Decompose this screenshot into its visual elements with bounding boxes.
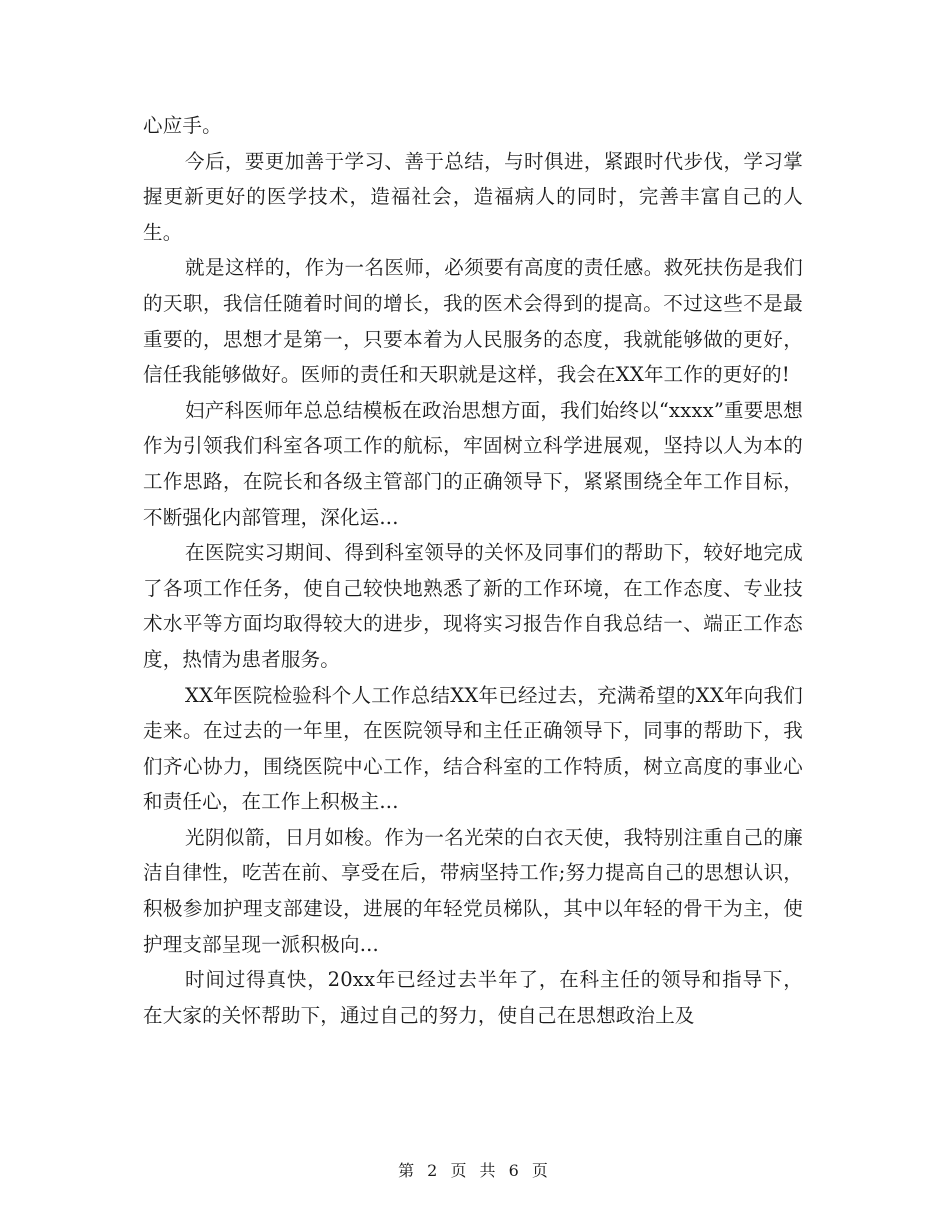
page-number-footer: 第 2 页 共 6 页	[398, 1161, 552, 1180]
paragraph: 今后，要更加善于学习、善于总结，与时俱进，紧跟时代步伐，学习掌握更新更好的医学技术，造福社会，造福病人的同时，完善丰富自己的人生。	[143, 149, 803, 244]
paragraph: XX年医院检验科个人工作总结XX年已经过去，充满希望的XX年向我们走来。在过去的一年里，在医院领导和主任正确领导下，同事的帮助下，我们齐心协力，围绕医院中心工作，结合科室的工作特质，树立高度的事业心和责任心，在工作上积极主...	[143, 683, 803, 814]
body-text	[143, 108, 803, 1033]
paragraph-continuation: 心应手。	[143, 114, 222, 137]
paragraph: 在医院实习期间、得到科室领导的关怀及同事们的帮助下，较好地完成了各项工作任务，使自己较快地熟悉了新的工作环境，在工作态度、专业技术水平等方面均取得较大的进步，现将实习报告作自我总结一、端正工作态度，热情为患者服务。	[143, 541, 803, 671]
paragraph: 时间过得真快，20xx年已经过去半年了，在科主任的领导和指导下，在大家的关怀帮助下，通过自己的努力，使自己在思想政治上及	[143, 968, 803, 1027]
paragraph: 就是这样的，作为一名医师，必须要有高度的责任感。救死扶伤是我们的天职，我信任随着时间的增长，我的医术会得到的提高。不过这些不是最重要的，思想才是第一，只要本着为人民服务的态度，我就能够做的更好，信任我能够做好。医师的责任和天职就是这样，我会在XX年工作的更好的!	[143, 256, 803, 387]
paragraph: 妇产科医师年总总结模板在政治思想方面，我们始终以“xxxx”重要思想作为引领我们科室各项工作的航标，牢固树立科学进展观，坚持以人为本的工作思路，在院长和各级主管部门的正确领导下，紧紧围绕全年工作目标，不断强化内部管理，深化运...	[143, 398, 803, 529]
paragraph: 光阴似箭，日月如梭。作为一名光荣的白衣天使，我特别注重自己的廉洁自律性，吃苦在前、享受在后，带病坚持工作;努力提高自己的思想认识，积极参加护理支部建设，进展的年轻党员梯队，其中以年轻的骨干为主，使护理支部呈现一派积极向...	[143, 825, 803, 956]
